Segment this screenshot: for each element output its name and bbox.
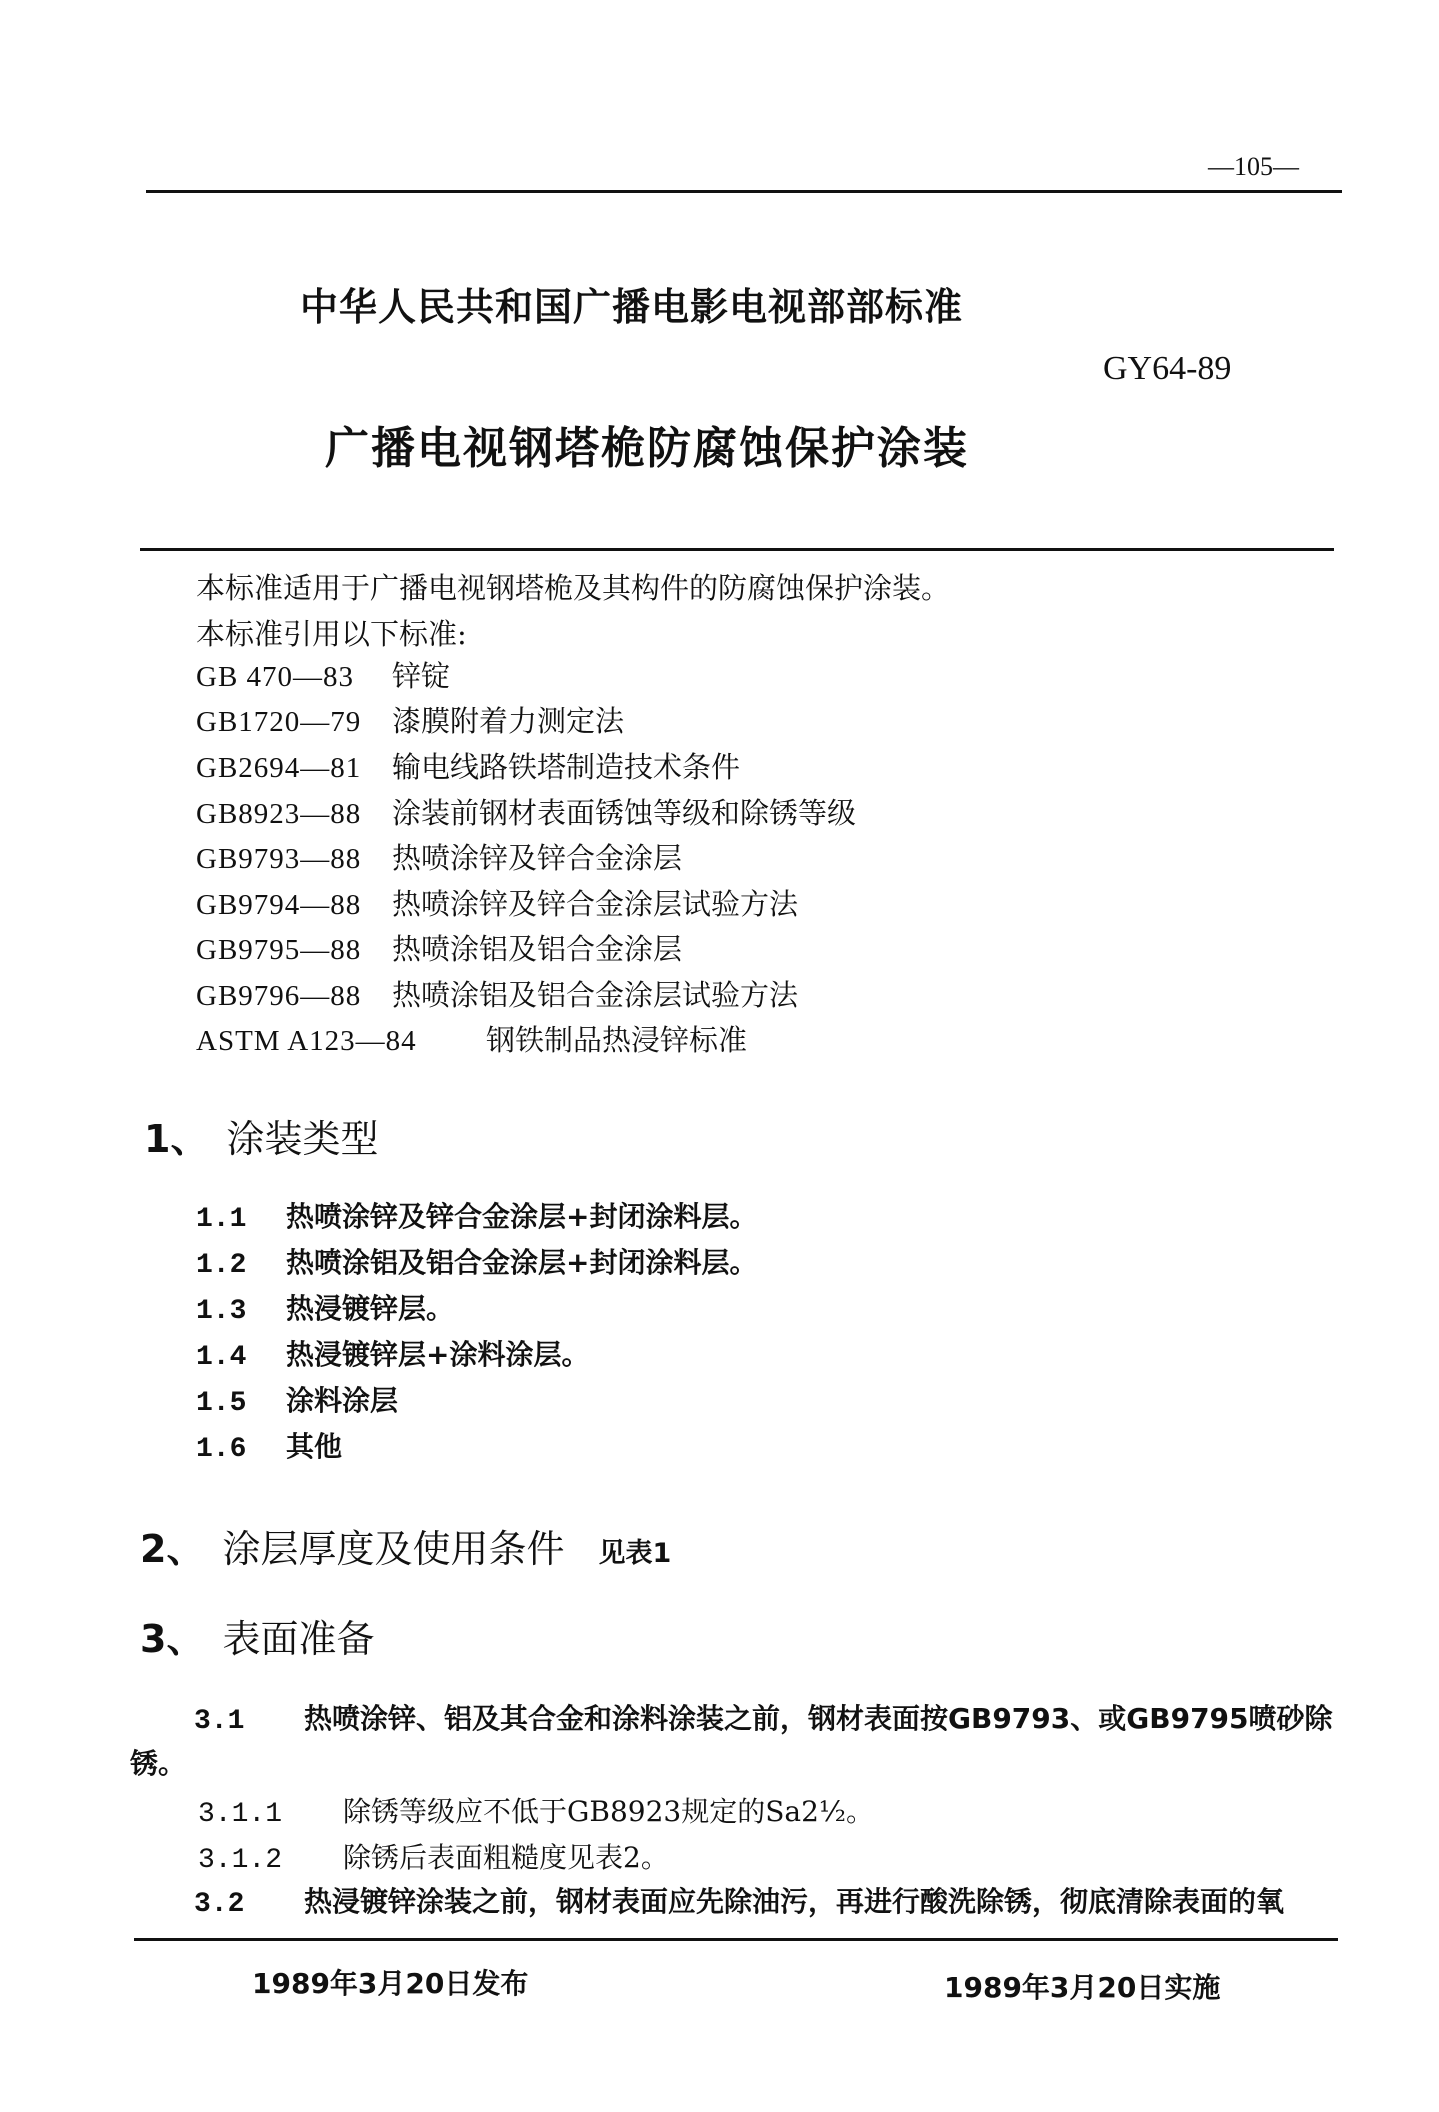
reference-title: 热喷涂铝及铝合金涂层试验方法 (392, 978, 799, 1012)
section-title: 涂装类型 (226, 1117, 379, 1161)
item-text: 热浸镀锌层+涂料涂层。 (286, 1338, 590, 1371)
section-title: 涂层厚度及使用条件 (222, 1527, 565, 1571)
page-number: —105— (1208, 152, 1299, 181)
item-text: 热喷涂铝及铝合金涂层+封闭涂料层。 (286, 1246, 758, 1279)
issue-date: 1989年3月20日发布 (252, 1967, 529, 2000)
reference-row (196, 654, 450, 695)
reference-title: 热喷涂锌及锌合金涂层试验方法 (392, 887, 799, 921)
reference-code: ASTM A123—84 (196, 1025, 417, 1057)
section-number: 1、 (144, 1117, 209, 1161)
item-number: 1.2 (196, 1250, 247, 1281)
reference-code: GB9793—88 (196, 843, 362, 875)
reference-row (196, 699, 624, 740)
paragraph-3-2 (194, 1880, 1284, 1920)
reference-code: GB2694—81 (196, 752, 362, 784)
reference-code: GB9796—88 (196, 980, 362, 1012)
reference-title: 锌锭 (392, 659, 451, 693)
reference-title: 输电线路铁塔制造技术条件 (392, 750, 741, 784)
item-number: 1.6 (196, 1434, 247, 1465)
item-text: 热喷涂锌及锌合金涂层+封闭涂料层。 (286, 1200, 758, 1233)
paragraph-3-1-continued: 锈。 (130, 1747, 187, 1780)
reference-row (196, 836, 682, 877)
header-rule (146, 190, 1342, 193)
issuer-title: 中华人民共和国广播电影电视部部标准 (300, 285, 964, 329)
reference-row (196, 882, 798, 923)
reference-row (196, 791, 856, 832)
item-number: 1.5 (196, 1388, 247, 1419)
reference-title: 钢铁制品热浸锌标准 (486, 1023, 748, 1057)
document-title: 广播电视钢塔桅防腐蚀保护涂装 (325, 423, 969, 474)
section-3-heading (140, 1608, 374, 1663)
item-text: 涂料涂层 (286, 1384, 399, 1417)
paragraph-number: 3.1.1 (198, 1799, 283, 1830)
paragraph-text: 热浸镀锌涂装之前，钢材表面应先除油污，再进行酸洗除锈，彻底清除表面的氧 (304, 1885, 1285, 1918)
paragraph-text: 除锈后表面粗糙度见表2。 (343, 1841, 669, 1874)
scope-statement: 本标准适用于广播电视钢塔桅及其构件的防腐蚀保护涂装。 (196, 571, 951, 605)
item-number: 1.3 (196, 1296, 247, 1327)
references-intro: 本标准引用以下标准: (196, 617, 467, 651)
paragraph-text: 除锈等级应不低于GB8923规定的Sa2½。 (343, 1795, 875, 1828)
paragraph-3-1-2 (198, 1836, 669, 1876)
reference-title: 漆膜附着力测定法 (392, 704, 625, 738)
item-text: 热浸镀锌层。 (286, 1292, 455, 1325)
reference-code: GB9794—88 (196, 889, 362, 921)
reference-row (196, 927, 682, 968)
paragraph-3-1-1 (198, 1790, 874, 1830)
section-1-heading (144, 1108, 378, 1163)
effective-date: 1989年3月20日实施 (944, 1971, 1221, 2004)
footer-rule (134, 1938, 1338, 1941)
paragraph-number: 3.2 (194, 1889, 245, 1920)
item-text: 其他 (286, 1430, 343, 1463)
reference-row (196, 1018, 747, 1059)
reference-title: 涂装前钢材表面锈蚀等级和除锈等级 (392, 796, 857, 830)
paragraph-number: 3.1.2 (198, 1845, 283, 1876)
reference-title: 热喷涂铝及铝合金涂层 (392, 932, 683, 966)
section-number: 2、 (140, 1527, 205, 1571)
title-rule (140, 548, 1334, 551)
paragraph-number: 3.1 (194, 1706, 245, 1737)
paragraph-3-1 (194, 1697, 1333, 1737)
reference-row (196, 973, 798, 1014)
list-item (196, 1287, 454, 1327)
reference-row (196, 745, 740, 786)
list-item (196, 1425, 342, 1465)
reference-code: GB9795—88 (196, 934, 362, 966)
standard-code: GY64-89 (1103, 350, 1232, 387)
reference-code: GB 470—83 (196, 661, 355, 693)
section-2-heading (140, 1518, 671, 1573)
list-item (196, 1241, 757, 1281)
list-item (196, 1195, 757, 1235)
list-item (196, 1379, 398, 1419)
section-note: 见表1 (598, 1538, 672, 1569)
list-item (196, 1333, 589, 1373)
section-number: 3、 (140, 1617, 205, 1661)
reference-code: GB1720—79 (196, 706, 362, 738)
item-number: 1.1 (196, 1204, 247, 1235)
reference-title: 热喷涂锌及锌合金涂层 (392, 841, 683, 875)
paragraph-text: 热喷涂锌、铝及其合金和涂料涂装之前，钢材表面按GB9793、或GB9795喷砂除 (304, 1702, 1333, 1735)
item-number: 1.4 (196, 1342, 247, 1373)
reference-code: GB8923—88 (196, 798, 362, 830)
section-title: 表面准备 (222, 1617, 375, 1661)
